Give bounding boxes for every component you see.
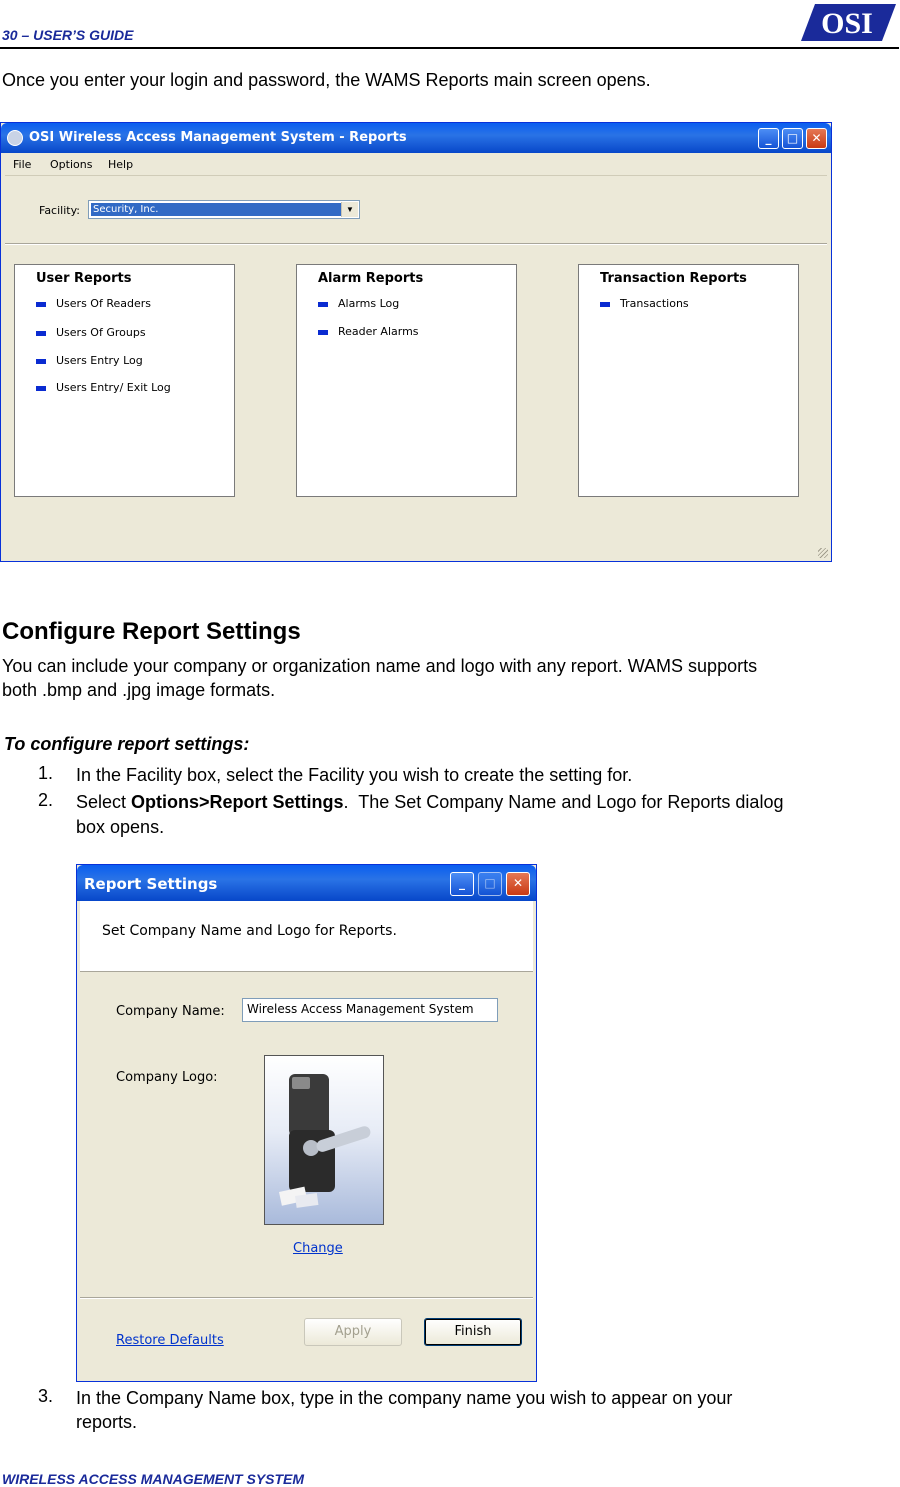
step-number: 3. (38, 1386, 54, 1406)
menu-options[interactable]: Options (50, 158, 93, 171)
divider (80, 1297, 533, 1299)
report-bullet-icon (318, 330, 328, 335)
report-settings-dialog (76, 864, 537, 1382)
dialog-title: Report Settings (84, 875, 218, 893)
step-2-pre: Select (76, 792, 132, 812)
wams-main-window (0, 122, 832, 562)
report-users-entry-log[interactable] (36, 354, 143, 367)
facility-selected-value: Security, Inc. (91, 203, 342, 216)
chevron-down-icon[interactable]: ▼ (341, 202, 358, 217)
panel-title: User Reports (36, 271, 132, 286)
step-1-text: In the Facility box, select the Facility you wish to create the setting for. (76, 765, 633, 785)
report-bullet-icon (600, 302, 610, 307)
section-body-line-1: You can include your company or organization name and logo with any report. WAMS supports (2, 656, 758, 676)
transaction-reports-panel (578, 264, 799, 497)
report-users-entry-exit-log[interactable] (36, 381, 171, 394)
step-3-text-line-2: reports. (76, 1412, 138, 1432)
step-2-post: . The Set Company Name and Logo for Reports dialog (343, 792, 784, 812)
minimize-button[interactable]: _ (450, 872, 474, 896)
finish-button[interactable]: Finish (424, 1318, 522, 1346)
step-number: 2. (38, 790, 54, 810)
title-bar[interactable] (1, 123, 831, 153)
report-bullet-icon (36, 386, 46, 391)
company-logo-image (264, 1055, 384, 1225)
step-number: 1. (38, 763, 54, 783)
dialog-header-text: Set Company Name and Logo for Reports. (102, 923, 397, 939)
maximize-button: □ (478, 872, 502, 896)
menu-file[interactable]: File (13, 158, 32, 171)
report-label: Users Entry/ Exit Log (56, 381, 171, 394)
report-label: Alarms Log (338, 297, 400, 310)
report-label: Reader Alarms (338, 325, 419, 338)
report-alarms-log[interactable] (318, 297, 399, 310)
header-rule (0, 47, 899, 49)
divider (5, 243, 827, 245)
company-logo-label: Company Logo: (116, 1070, 218, 1085)
company-name-input[interactable]: Wireless Access Management System (242, 998, 498, 1022)
step-2-menu-path: Options>Report Settings (131, 792, 344, 812)
report-bullet-icon (318, 302, 328, 307)
alarm-reports-panel (296, 264, 517, 497)
page-footer: WIRELESS ACCESS MANAGEMENT SYSTEM (2, 1471, 305, 1487)
panel-title: Alarm Reports (318, 271, 424, 286)
door-lock-image (265, 1056, 383, 1224)
apply-button[interactable]: Apply (304, 1318, 402, 1346)
report-bullet-icon (36, 302, 46, 307)
step-3-text: In the Company Name box, type in the company name you wish to appear on your (76, 1388, 733, 1408)
report-bullet-icon (36, 359, 46, 364)
facility-select[interactable] (88, 200, 360, 219)
report-label: Users Of Groups (56, 326, 146, 339)
maximize-button[interactable]: □ (782, 128, 803, 149)
menu-bar (5, 153, 827, 176)
step-2-text-line-2: box opens. (76, 817, 165, 837)
dialog-header (80, 901, 533, 972)
report-bullet-icon (36, 331, 46, 336)
menu-help[interactable]: Help (108, 158, 134, 171)
report-users-of-groups[interactable] (36, 326, 146, 339)
facility-label: Facility: (39, 204, 81, 217)
close-button[interactable]: ✕ (806, 128, 827, 149)
user-reports-panel (14, 264, 235, 497)
report-label: Users Entry Log (56, 354, 143, 367)
page-header-title: 30 – USER’S GUIDE (2, 27, 134, 43)
minimize-button[interactable]: _ (758, 128, 779, 149)
panel-title: Transaction Reports (600, 271, 747, 286)
section-body-line-2: both .bmp and .jpg image formats. (2, 680, 276, 700)
restore-defaults-link[interactable]: Restore Defaults (116, 1333, 224, 1348)
dialog-title-bar[interactable] (77, 865, 536, 901)
company-name-label: Company Name: (116, 1004, 225, 1019)
step-2-text (76, 790, 783, 814)
resize-grip-icon[interactable] (818, 548, 828, 558)
procedure-subheading: To configure report settings: (4, 734, 250, 754)
report-transactions[interactable] (600, 297, 689, 310)
report-label: Users Of Readers (56, 297, 151, 310)
intro-text: Once you enter your login and password, the WAMS Reports main screen opens. (2, 70, 651, 90)
close-button[interactable]: ✕ (506, 872, 530, 896)
report-reader-alarms[interactable] (318, 325, 419, 338)
report-label: Transactions (620, 297, 689, 310)
section-heading: Configure Report Settings (2, 618, 301, 645)
osi-logo (795, 2, 898, 43)
change-logo-link[interactable]: Change (293, 1241, 343, 1256)
app-icon[interactable] (7, 130, 23, 146)
window-title: OSI Wireless Access Management System - Reports (29, 130, 407, 145)
report-users-of-readers[interactable] (36, 297, 151, 310)
osi-logo-text: OSI (821, 7, 873, 40)
